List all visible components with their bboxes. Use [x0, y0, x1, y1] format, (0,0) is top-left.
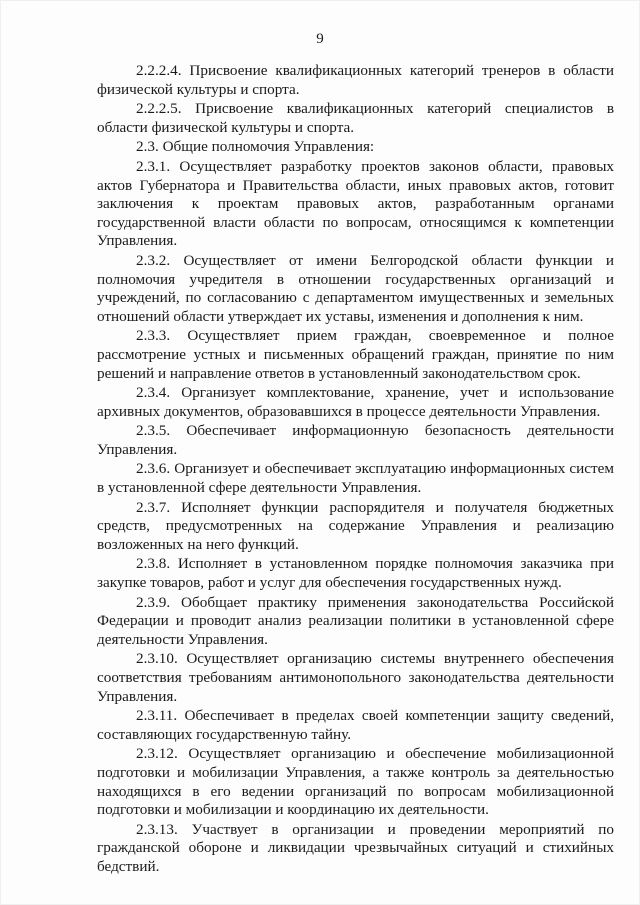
paragraph-2-3-4: 2.3.4. Организует комплектование, хранение, учет и использование архивных документов, образовавшихся в процессе деятельности Управления. — [97, 384, 614, 420]
paragraph-2-3-5: 2.3.5. Обеспечивает информационную безопасность деятельности Управления. — [97, 422, 614, 458]
paragraph-2-3-1: 2.3.1. Осуществляет разработку проектов законов области, правовых актов Губернатора и Правительства области, иных правовых актов, готовит заключения к проектам правовых актов, разработанным органами государственной власти области по вопросам, относящимся к компетенции Управления. — [97, 157, 614, 250]
paragraph-2-3-3: 2.3.3. Осуществляет прием граждан, своевременное и полное рассмотрение устных и письменных обращений граждан, принятие по ним решений и направление ответов в установленный законодательством срок. — [97, 327, 614, 382]
paragraph-2-2-2-4: 2.2.2.4. Присвоение квалификационных категорий тренеров в области физической культуры и спорта. — [97, 62, 614, 98]
paragraph-2-3-7: 2.3.7. Исполняет функции распорядителя и получателя бюджетных средств, предусмотренных на содержание Управления и реализацию возложенных на него функций. — [97, 498, 614, 553]
paragraph-2-3-13: 2.3.13. Участвует в организации и проведении мероприятий по гражданской обороне и ликвидации чрезвычайных ситуаций и стихийных бедствий. — [97, 820, 614, 875]
paragraph-2-3-8: 2.3.8. Исполняет в установленном порядке полномочия заказчика при закупке товаров, работ и услуг для обеспечения государственных нужд. — [97, 555, 614, 592]
paragraph-2-3-6: 2.3.6. Организует и обеспечивает эксплуатацию информационных систем в установленной сфере деятельности Управления. — [97, 460, 614, 497]
paragraph-2-3-11: 2.3.11. Обеспечивает в пределах своей компетенции защиту сведений, составляющих государственную тайну. — [97, 707, 614, 743]
paragraph-2-3-2: 2.3.2. Осуществляет от имени Белгородской области функции и полномочия учредителя в отношении государственных организаций и учреждений, по согласованию с департаментом имущественных и земельных отношений области утверждает их уставы, изменения и дополнения к ним. — [97, 251, 614, 325]
paragraph-2-2-2-5: 2.2.2.5. Присвоение квалификационных категорий специалистов в области физической культуры и спорта. — [97, 100, 614, 136]
paragraph-2-3-12: 2.3.12. Осуществляет организацию и обеспечение мобилизационной подготовки и мобилизации Управления, а также контроль за деятельностью находящихся в его ведении организаций по вопросам мобилизационной подготовки и мобилизации и координацию их деятельности. — [97, 745, 614, 819]
paragraph-2-3-10: 2.3.10. Осуществляет организацию системы внутреннего обеспечения соответствия требованиям антимонопольного законодательства деятельности Управления. — [97, 650, 614, 705]
page-number: 9 — [316, 31, 324, 47]
document-body — [97, 62, 614, 878]
paragraph-2-3-heading: 2.3. Общие полномочия Управления: — [136, 138, 375, 156]
paragraph-2-3-9: 2.3.9. Обобщает практику применения законодательства Российской Федерации и проводит анализ реализации политики в установленной сфере деятельности Управления. — [97, 593, 614, 648]
